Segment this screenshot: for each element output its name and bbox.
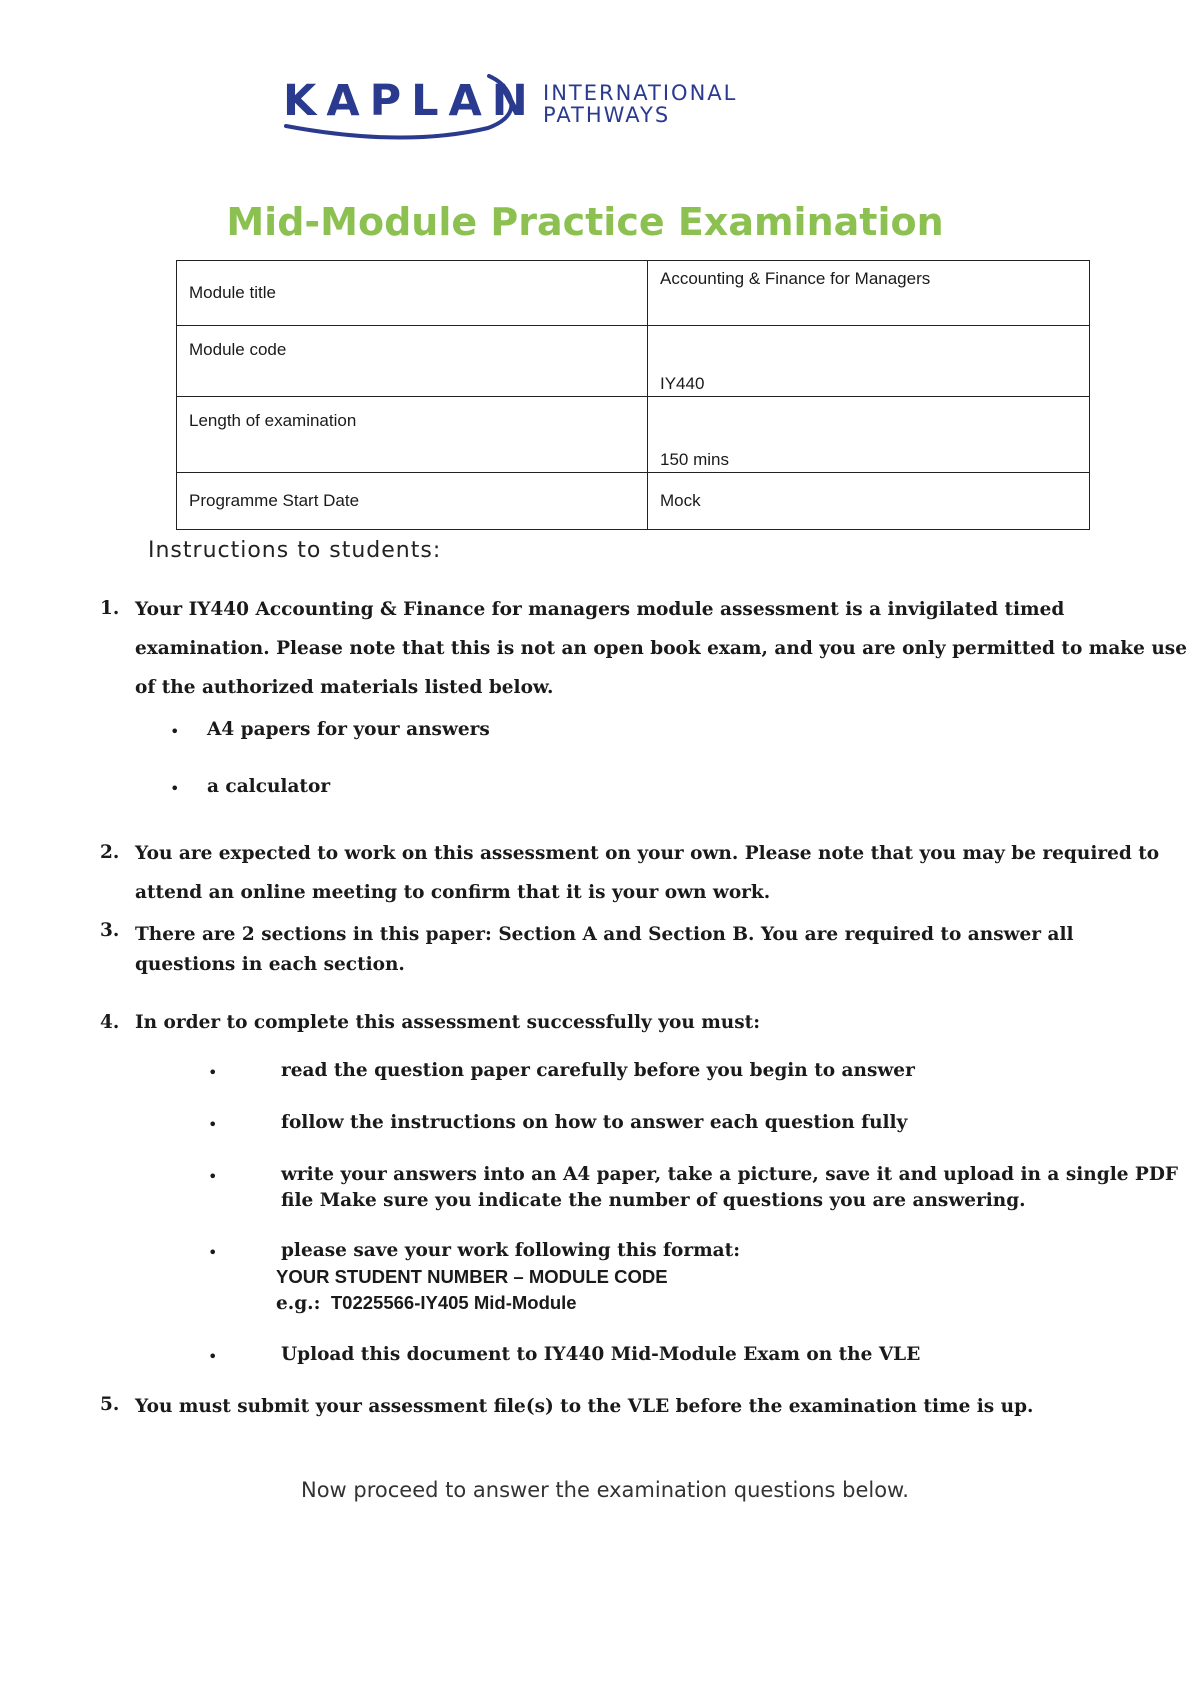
instruction-5-text: You must submit your assessment file(s) to the VLE before the examination time is up. [135,1396,1034,1417]
requirement-item: follow the instructions on how to answer each question fully [281,1112,908,1133]
filename-format: YOUR STUDENT NUMBER – MODULE CODE [276,1266,668,1287]
bullet-icon: • [208,1115,218,1134]
module-title-value: Accounting & Finance for Managers [660,269,931,288]
item-number: 2. [100,842,120,863]
table-value-cell [648,326,1090,397]
requirement-item: Upload this document to IY440 Mid-Module Exam on the VLE [281,1344,921,1365]
filename-example [276,1290,577,1317]
page-title: Mid-Module Practice Examination [226,200,944,244]
module-code-label: Module code [189,340,287,359]
material-item: a calculator [207,776,331,797]
bullet-icon: • [170,722,180,741]
table-row [177,397,1090,473]
item-number: 5. [100,1394,120,1415]
table-label-cell [177,473,648,530]
bullet-icon: • [208,1243,218,1262]
logo-line-international: INTERNATIONAL [543,81,738,105]
table-row [177,326,1090,397]
table-value-cell [648,261,1090,326]
module-code-value: IY440 [660,374,705,393]
start-date-value: Mock [660,491,701,510]
item-number: 1. [100,598,120,619]
instruction-2-text: You are expected to work on this assessment on your own. Please note that you may be required to attend an online meeting to confirm that it is your own work. [135,843,1160,903]
instructions-heading: Instructions to students: [148,538,442,563]
requirement-item: read the question paper carefully before you begin to answer [281,1060,915,1081]
instruction-1-text: Your IY440 Accounting & Finance for managers module assessment is a invigilated timed examination. Please note that this is not an open book exam, and you are only permitted to make use of the authorized materials listed below. [135,599,1187,698]
example-prefix: e.g.: [276,1293,321,1314]
table-label-cell [177,397,648,473]
logo-line-pathways: PATHWAYS [543,103,671,127]
item-number: 4. [100,1012,120,1033]
module-title-label: Module title [189,283,276,302]
bullet-icon: • [208,1063,218,1082]
table-row [177,261,1090,326]
requirement-item: write your answers into an A4 paper, take a picture, save it and upload in a single PDF file Make sure you indicate the number of questions you are answering. [281,1164,1179,1211]
item-number: 3. [100,920,120,941]
exam-length-label: Length of examination [189,411,357,430]
instruction-3-text: There are 2 sections in this paper: Section A and Section B. You are required to answer all questions in each section. [135,924,1074,975]
table-label-cell [177,326,648,397]
bullet-icon: • [208,1167,218,1186]
closing-note: Now proceed to answer the examination questions below. [301,1478,909,1502]
table-row [177,473,1090,530]
start-date-label: Programme Start Date [189,491,360,510]
bullet-icon: • [170,779,180,798]
bullet-icon: • [208,1347,218,1366]
exam-length-value: 150 mins [660,450,729,469]
instruction-4-text: In order to complete this assessment successfully you must: [135,1012,761,1033]
example-value: T0225566-IY405 Mid-Module [330,1292,577,1313]
material-item: A4 papers for your answers [207,719,490,740]
requirement-item: please save your work following this format: [281,1240,741,1261]
module-info-table [176,260,1090,530]
logo-wordmark: KAPLAN [283,76,538,126]
table-value-cell [648,473,1090,530]
kaplan-logo [283,70,763,146]
table-value-cell [648,397,1090,473]
table-label-cell [177,261,648,326]
